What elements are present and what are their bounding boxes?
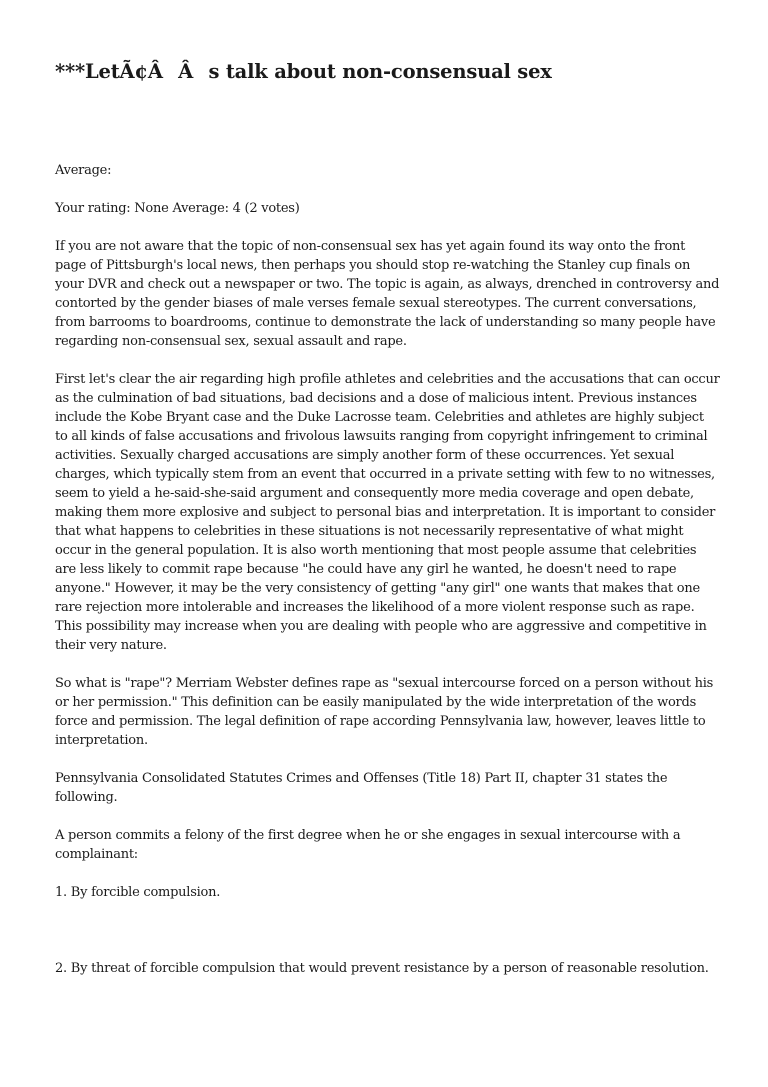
rating-average-label: Average: — [55, 163, 112, 178]
list-item-forcible-compulsion: 1. By forcible compulsion. — [55, 885, 221, 900]
list-item-threat: 2. By threat of forcible compulsion that would prevent resistance by a person of reasonable resolution. — [55, 961, 709, 976]
paragraph-felony: A person commits a felony of the first degree when he or she engages in sexual intercourse with a complainant: — [55, 828, 681, 862]
article-body — [55, 161, 720, 997]
rating-line: Your rating: None Average: 4 (2 votes) — [55, 201, 300, 216]
paragraph-celebrities: First let's clear the air regarding high profile athletes and celebrities and the accusations that can occur as the culmination of bad situations, bad decisions and a dose of malicious intent. Previous instances include the Kobe Bryant case and the Duke Lacrosse team. Celebrities and athletes are highly subject to all kinds of false accusations and frivolous lawsuits ranging from copyright infringement to criminal activities. Sexually charged accusations are simply another form of these occurrences. Yet sexual charges, which typically stem from an event that occurred in a private setting with few to no witnesses, seem to yield a he-said-she-said argument and consequently more media coverage and open debate, making them more explosive and subject to personal bias and interpretation. It is important to consider that what happens to celebrities in these situations is not necessarily representative of what might occur in the general population. It is also worth mentioning that most people assume that celebrities are less likely to commit rape because "he could have any girl he wanted, he doesn't need to rape anyone." However, it may be the very consistency of getting "any girl" one wants that makes that one rare rejection more intolerable and increases the likelihood of a more violent response such as rape. This possibility may increase when you are dealing with people who are aggressive and competitive in their very nature. — [55, 372, 720, 653]
paragraph-intro: If you are not aware that the topic of non-consensual sex has yet again found its way onto the front page of Pittsburgh's local news, then perhaps you should stop re-watching the Stanley cup finals on your DVR and check out a newspaper or two. The topic is again, as always, drenched in controversy and contorted by the gender biases of male verses female sexual stereotypes. The current conversations, from barrooms to boardrooms, continue to demonstrate the lack of understanding so many people have regarding non-consensual sex, sexual assault and rape. — [55, 239, 720, 349]
paragraph-statute: Pennsylvania Consolidated Statutes Crimes and Offenses (Title 18) Part II, chapter 31 states the following. — [55, 771, 668, 805]
page-title: ***LetÃ¢ÂÂs talk about non-consensual sex — [55, 60, 552, 83]
paragraph-definition: So what is "rape"? Merriam Webster defines rape as "sexual intercourse forced on a person without his or her permission." This definition can be easily manipulated by the wide interpretation of the words force and permission. The legal definition of rape according Pennsylvania law, however, leaves little to interpretation. — [55, 676, 714, 748]
